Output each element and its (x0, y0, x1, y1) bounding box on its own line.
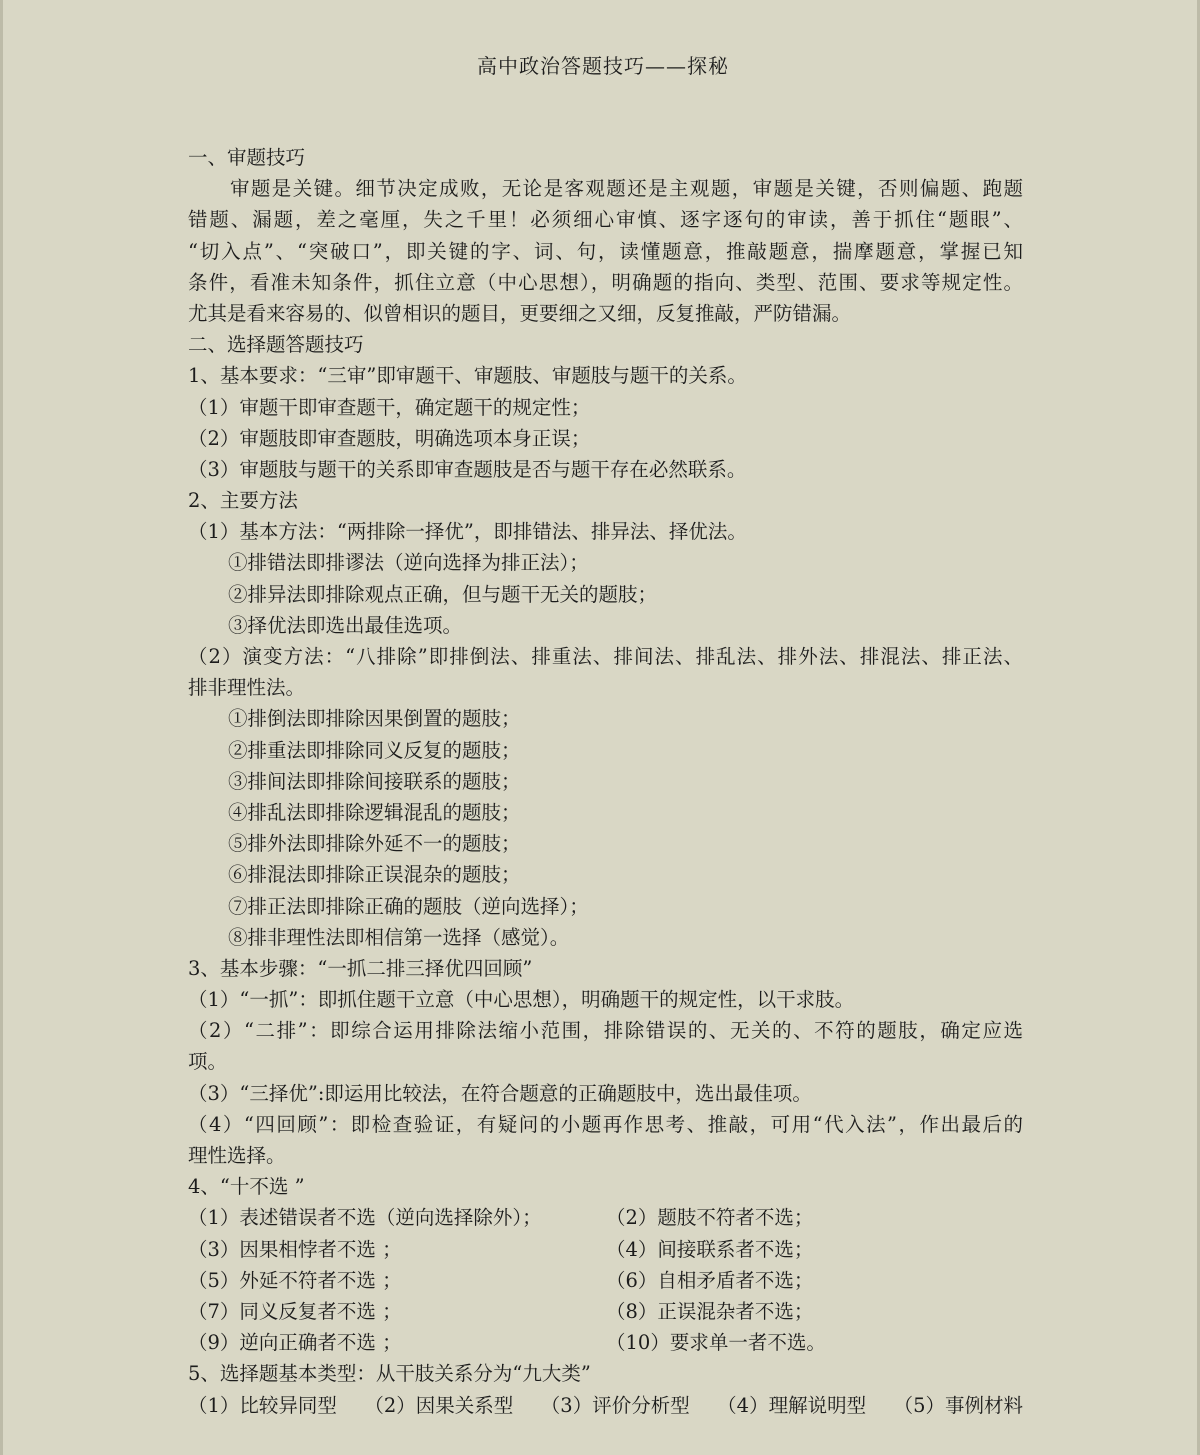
list-item: （3）因果相悖者不选 ； (188, 1237, 402, 1261)
list-subitem: ⑦排正法即排除正确的题肢（逆向选择）； (228, 894, 589, 918)
list-subitem: ④排乱法即排除逻辑混乱的题肢； (228, 800, 521, 824)
subsection-heading: 2、主要方法 (188, 489, 298, 513)
list-item: （1）“一抓”：即抓住题干立意（中心思想），明确题干的规定性，以干求肢。 (188, 988, 855, 1012)
list-item: （4）间接联系者不选； (606, 1237, 814, 1261)
paragraph-line: 错题、漏题，差之毫厘，失之千里！必须细心审慎、逐字逐句的审读，善于抓住“题眼”、 (188, 208, 1023, 232)
list-item: （1）表述错误者不选（逆向选择除外）； (188, 1206, 542, 1230)
document-title: 高中政治答题技巧——探秘 (477, 54, 729, 78)
list-item: 排非理性法。 (188, 676, 306, 700)
list-item: 理性选择。 (188, 1144, 286, 1167)
section-heading: 二、选择题答题技巧 (188, 333, 364, 357)
list-item: 项。 (188, 1050, 228, 1074)
type-item: （4）理解说明型 (717, 1393, 867, 1417)
subsection-heading: 3、基本步骤：“一抓二排三择优四回顾” (188, 956, 533, 980)
two-column-row (188, 1202, 1023, 1233)
subsection-heading: 5、选择题基本类型：从干肢关系分为“九大类” (188, 1362, 591, 1386)
list-item: （10）要求单一者不选。 (606, 1331, 826, 1355)
list-subitem: ⑥排混法即排除正误混杂的题肢； (228, 863, 521, 887)
type-item: （5）事例材料 (893, 1393, 1023, 1417)
list-subitem: ⑤排外法即排除外延不一的题肢； (228, 832, 521, 856)
list-item: （2）题肢不符者不选； (606, 1206, 814, 1230)
list-item: （2）“二排”：即综合运用排除法缩小范围，排除错误的、无关的、不符的题肢，确定应选 (188, 1019, 1023, 1043)
list-item: （8）正误混杂者不选； (606, 1299, 814, 1323)
list-item: （3）“三择优”:即运用比较法，在符合题意的正确题肢中，选出最佳项。 (188, 1081, 812, 1105)
types-row (188, 1390, 1023, 1421)
two-column-row (188, 1234, 1023, 1265)
list-item: （6）自相矛盾者不选； (606, 1268, 814, 1292)
list-item: （2）审题肢即审查题肢，明确选项本身正误； (188, 426, 591, 450)
list-subitem: ①排错法即排谬法（逆向选择为排正法）； (228, 551, 589, 575)
two-column-row (188, 1327, 1023, 1358)
list-subitem: ⑧排非理性法即相信第一选择（感觉）。 (228, 925, 570, 949)
list-item: （1）基本方法：“两排除一择优”，即排错法、排异法、择优法。 (188, 520, 747, 544)
paragraph-line: 尤其是看来容易的、似曾相识的题目，更要细之又细，反复推敲，严防错漏。 (188, 301, 852, 325)
list-item: （1）审题干即审查题干，确定题干的规定性； (188, 395, 591, 419)
list-item: （5）外延不符者不选 ； (188, 1268, 402, 1292)
list-item: （7）同义反复者不选 ； (188, 1299, 402, 1323)
list-subitem: ②排异法即排除观点正确，但与题干无关的题肢； (228, 582, 658, 606)
two-column-row (188, 1265, 1023, 1296)
section-heading: 一、审题技巧 (188, 146, 306, 169)
paragraph-line: “切入点”、“突破口”，即关键的字、词、句，读懂题意，推敲题意，揣摩题意，掌握已知 (188, 239, 1023, 263)
list-item: （4）“四回顾”：即检查验证，有疑问的小题再作思考、推敲，可用“代入法”，作出最后的 (188, 1112, 1023, 1136)
list-subitem: ①排倒法即排除因果倒置的题肢； (228, 707, 521, 731)
list-item: （2）演变方法：“八排除”即排倒法、排重法、排间法、排乱法、排外法、排混法、排正法、 (188, 645, 1023, 668)
paragraph-line: 条件，看准未知条件，抓住立意（中心思想），明确题的指向、类型、范围、要求等规定性。 (188, 270, 1023, 294)
two-column-row (188, 1296, 1023, 1327)
list-subitem: ③排间法即排除间接联系的题肢； (228, 769, 521, 793)
subsection-heading: 4、“十不选 ” (188, 1175, 305, 1199)
document-body (188, 142, 1023, 1421)
paragraph-line: 审题是关键。细节决定成败，无论是客观题还是主观题，审题是关键，否则偏题、跑题 (230, 177, 1023, 201)
list-item: （3）审题肢与题干的关系即审查题肢是否与题干存在必然联系。 (188, 457, 747, 481)
type-item: （1）比较异同型 (188, 1393, 337, 1417)
list-subitem: ③择优法即选出最佳选项。 (228, 613, 463, 637)
type-item: （2）因果关系型 (364, 1393, 514, 1417)
type-item: （3）评价分析型 (540, 1393, 690, 1417)
list-item: （9）逆向正确者不选 ； (188, 1331, 402, 1355)
subsection-heading: 1、基本要求：“三审”即审题干、审题肢、审题肢与题干的关系。 (188, 364, 747, 388)
list-subitem: ②排重法即排除同义反复的题肢； (228, 738, 521, 762)
